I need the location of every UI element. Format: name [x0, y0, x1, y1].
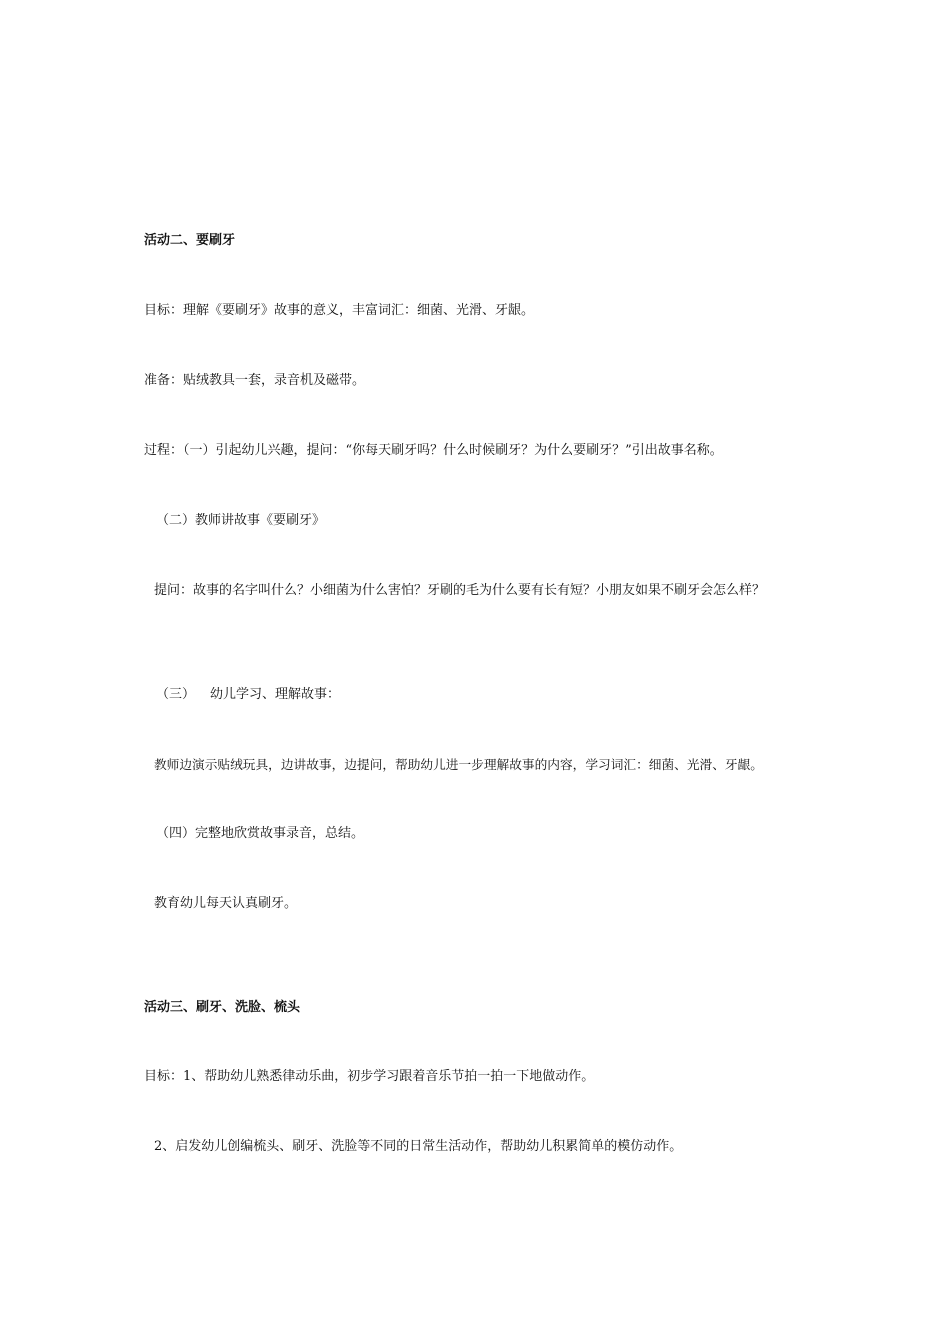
- activity2-demo: 教师边演示贴绒玩具，边讲故事，边提问，帮助幼儿进一步理解故事的内容，学习词汇：细菌、光滑、牙龈。: [154, 757, 763, 772]
- activity2-education: 教育幼儿每天认真刷牙。: [154, 896, 298, 911]
- activity2-process-3-num: （三）: [156, 687, 196, 702]
- activity3-goal-1: 目标：1、帮助幼儿熟悉律动乐曲，初步学习跟着音乐节拍一拍一下地做动作。: [144, 1069, 595, 1084]
- activity2-title: 活动二、要刷牙: [144, 233, 236, 248]
- activity2-prep: 准备：贴绒教具一套，录音机及磁带。: [144, 373, 366, 388]
- activity2-questions: 提问：故事的名字叫什么？小细菌为什么害怕？牙刷的毛为什么要有长有短？小朋友如果不刷牙会怎么样？: [154, 583, 766, 598]
- activity2-goal: 目标：理解《要刷牙》故事的意义，丰富词汇：细菌、光滑、牙龈。: [144, 303, 535, 318]
- activity2-process-4: （四）完整地欣赏故事录音，总结。: [156, 826, 365, 841]
- activity2-process-2: （二）教师讲故事《要刷牙》: [156, 513, 326, 528]
- activity2-process-1: 过程：（一）引起幼儿兴趣，提问：“你每天刷牙吗？什么时候刷牙？为什么要刷牙？”引出故事名称。: [144, 443, 723, 458]
- activity3-title: 活动三、刷牙、洗脸、梳头: [144, 1000, 301, 1015]
- activity3-goal-2: 2、启发幼儿创编梳头、刷牙、洗脸等不同的日常生活动作，帮助幼儿积累简单的模仿动作。: [154, 1139, 683, 1154]
- activity2-process-3-text: 幼儿学习、理解故事：: [210, 687, 341, 702]
